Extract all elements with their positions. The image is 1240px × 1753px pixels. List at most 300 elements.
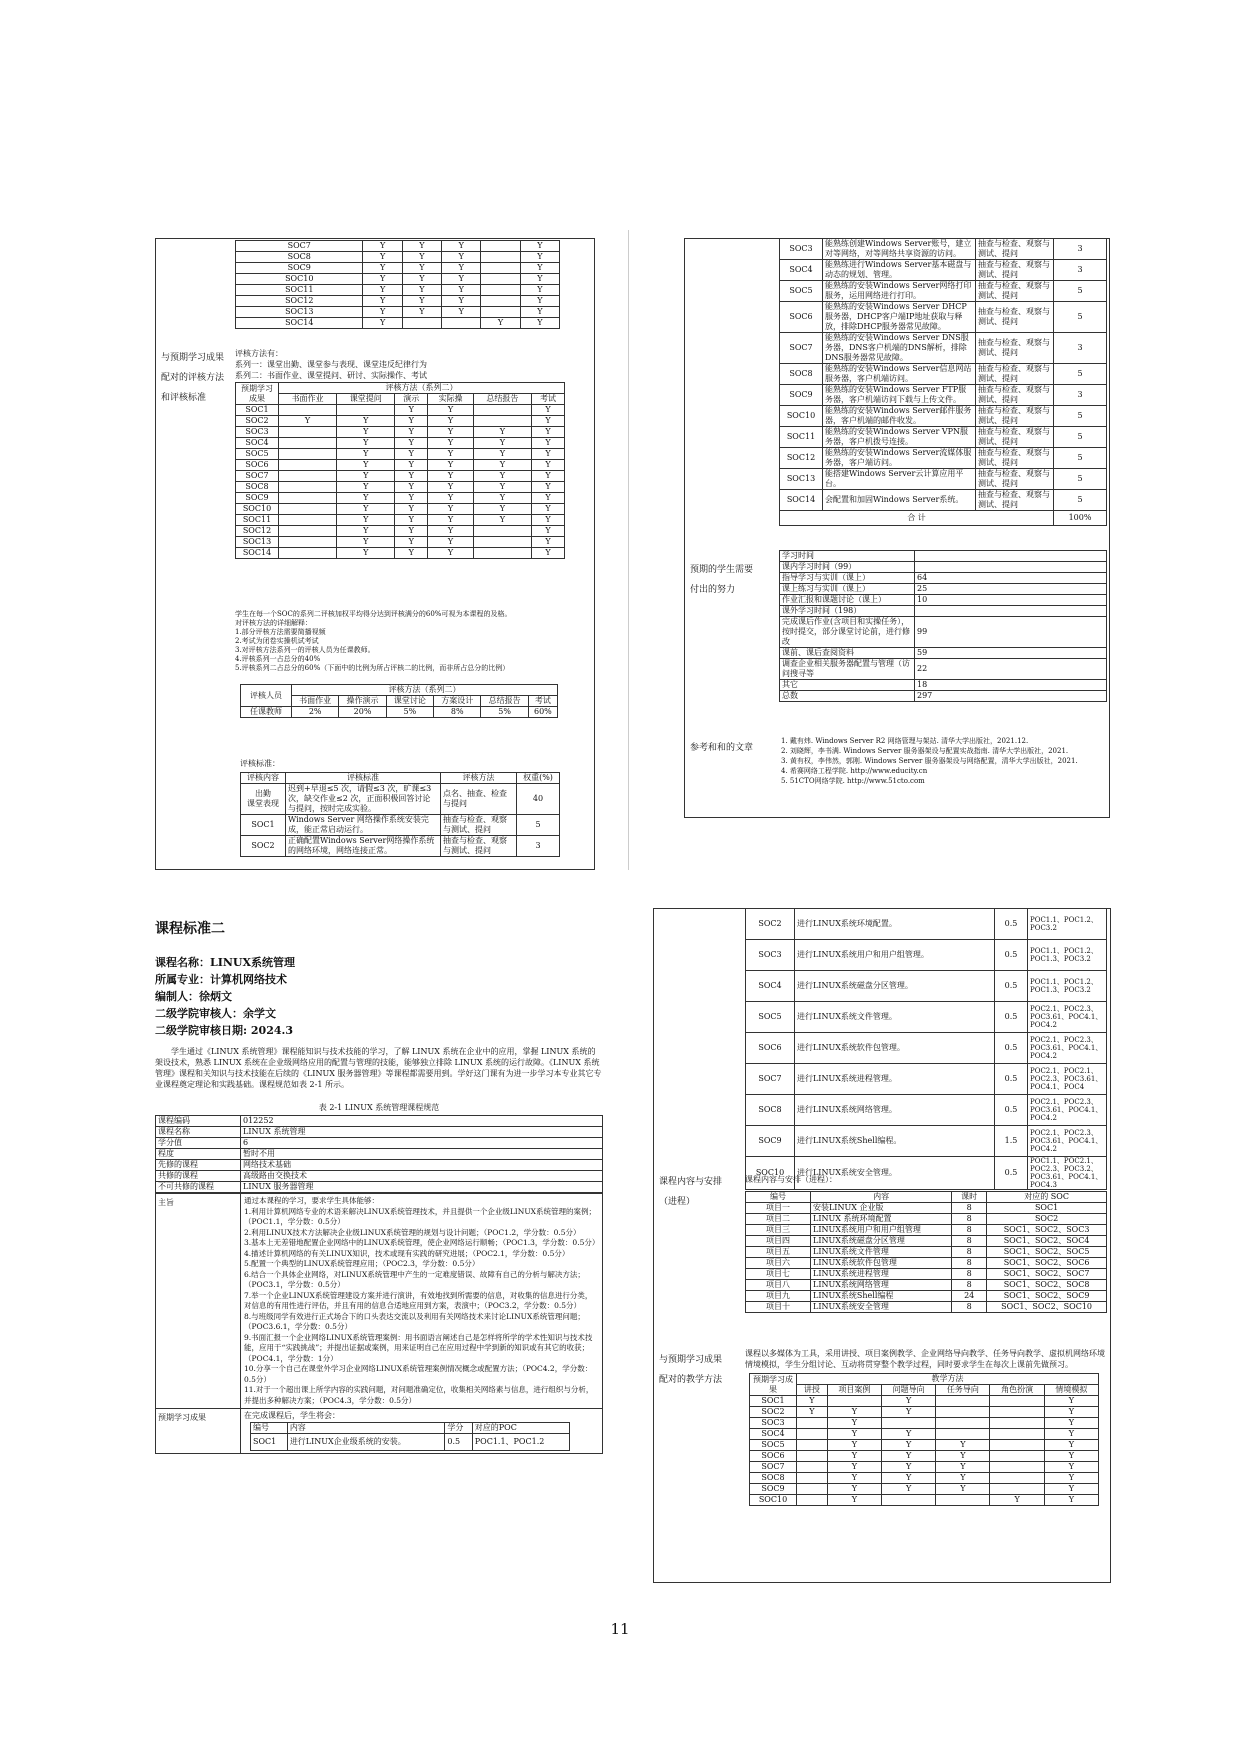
weight-cell: 8%	[434, 707, 481, 718]
table-row-cell	[936, 1396, 990, 1407]
table-row-cell	[402, 318, 441, 329]
table-row	[236, 471, 565, 482]
table-row-cell: Y	[882, 1484, 936, 1495]
table-row-cell: SOC5	[780, 281, 823, 302]
table-row	[236, 252, 560, 263]
t2-head-a: 预期学习成果	[236, 383, 279, 405]
table-row-cell: Y	[428, 482, 474, 493]
table-row	[780, 427, 1107, 448]
table-row-cell: Y	[395, 537, 428, 548]
table-row	[750, 1418, 1099, 1429]
table-row-cell: Y	[1044, 1418, 1098, 1429]
table-row	[746, 1269, 1107, 1280]
total-row	[780, 511, 1107, 526]
table-row-cell: 能熟练创建Windows Server账号，建立对等网络，对等网络共享资源的访问。	[823, 239, 976, 260]
table-row-cell: 项目六	[746, 1258, 811, 1269]
table-row-cell: Y	[395, 449, 428, 460]
table-row-cell: Y	[337, 449, 395, 460]
table-row-cell: 3	[1054, 385, 1107, 406]
page-q3	[155, 910, 605, 1585]
table-row-cell: SOC3	[750, 1418, 797, 1429]
table-row-cell: Y	[402, 296, 441, 307]
table-row-cell: 抽查与检查、观察与测试、提问	[976, 385, 1054, 406]
column-header: 讲授	[797, 1385, 828, 1396]
table-row-cell: SOC1、SOC2、SOC9	[987, 1291, 1107, 1302]
table-row	[750, 1396, 1099, 1407]
table-row-cell: SOC2	[750, 1407, 797, 1418]
table-row-cell: 3	[1054, 239, 1107, 260]
table-row-cell: SOC11	[236, 285, 363, 296]
table-row-cell: 8	[952, 1269, 987, 1280]
weight-cell: 5%	[386, 707, 433, 718]
table-row-cell: Y	[428, 515, 474, 526]
page-q4	[653, 908, 1111, 1583]
table-row-cell: SOC13	[236, 537, 279, 548]
table-row-cell: 99	[915, 617, 1107, 648]
table-row	[746, 1002, 1107, 1033]
table-row-cell: 课前、课后查阅资料	[780, 648, 915, 659]
table-row-cell	[279, 515, 337, 526]
table-row	[236, 427, 565, 438]
table-row-cell: Y	[1044, 1473, 1098, 1484]
table-row-cell: Y	[402, 285, 441, 296]
table-row-cell: Y	[1044, 1462, 1098, 1473]
table-row-cell: 暂时不用	[241, 1149, 603, 1160]
teach-intro: 课程以多媒体为工具，采用讲授、项目案例教学、企业网络导向教学、任务导向教学、虚拟机网络环境情境模拟，学生分组讨论、互动将贯穿整个教学过程，同时要求学生在每次上课前先做预习。	[745, 1349, 1105, 1369]
table-row-cell: 抽查与检查、观察与测试、提问	[976, 333, 1054, 364]
table-row-cell: POC1.1、POC1.2、POC1.3、POC3.2	[1028, 940, 1107, 971]
table-row-cell: Windows Server 网络操作系统安装完成，能正常启动运行。	[286, 815, 441, 836]
column-header: 评核方法	[441, 773, 517, 784]
table-row-cell: Y	[428, 471, 474, 482]
table-row-cell: 课程名称	[156, 1127, 241, 1138]
table-row-cell	[279, 504, 337, 515]
table-row-cell: SOC8	[750, 1473, 797, 1484]
table-row-cell: SOC11	[780, 427, 823, 448]
column-header: 对应的POC	[472, 1423, 569, 1434]
table-row-cell	[481, 285, 520, 296]
table-row-cell: 5	[1054, 490, 1107, 511]
table-row-cell	[279, 537, 337, 548]
table-row-cell: LINUX系统软件包管理	[811, 1258, 952, 1269]
table-row	[236, 449, 565, 460]
aim-line: 11.对于一个超出课上所学内容的实践问题，对问题准确定位，收集相关网络素与信息，进行组织与分析，并提出多种解决方案；（POC4.3，学分数：0.5分）	[244, 1385, 594, 1405]
table-row-cell: Y	[442, 241, 481, 252]
table-row-cell: SOC4	[236, 438, 279, 449]
table-row	[780, 448, 1107, 469]
table-row-cell: 抽查与检查、观察与测试、提问	[976, 448, 1054, 469]
table-row-cell: LINUX系统进程管理	[811, 1269, 952, 1280]
table-row-cell: Y	[936, 1484, 990, 1495]
reference-item: 1. 戴有炜. Windows Server R2 网络管理与架站. 清华大学出版社，2021.12.	[781, 737, 1029, 745]
table-row	[750, 1451, 1099, 1462]
table-row-cell: Y	[442, 307, 481, 318]
table-row-cell: Y	[531, 427, 564, 438]
table-row-cell	[279, 427, 337, 438]
table-row-cell: 项目四	[746, 1236, 811, 1247]
table-row-cell: 8	[952, 1225, 987, 1236]
table-row-cell	[279, 438, 337, 449]
table-row-cell: 22	[915, 659, 1107, 680]
table-row-cell: Y	[882, 1473, 936, 1484]
q4-soc-table	[745, 908, 1107, 1190]
table-row-cell: Y	[402, 307, 441, 318]
t2-head-b: 评核方法（系列二）	[279, 383, 565, 394]
table-row-cell: SOC9	[780, 385, 823, 406]
table-row-cell	[990, 1484, 1044, 1495]
table-row-cell: SOC12	[236, 526, 279, 537]
table-row-cell: 能熟练进行Windows Server基本磁盘与动态的规划、管理。	[823, 260, 976, 281]
table-row-cell: 高级路由交换技术	[241, 1171, 603, 1182]
table-row-cell: POC2.1、POC2.3、POC3.61、POC4.1、POC4.2	[1028, 1095, 1107, 1126]
table-row-cell: SOC9	[236, 493, 279, 504]
table-row-cell	[797, 1473, 828, 1484]
table-row-cell: SOC10	[236, 504, 279, 515]
table-row-cell: Y	[1044, 1484, 1098, 1495]
note-line: 1.部分评核方法需要简播视频	[235, 628, 326, 636]
meta-line: 所属专业：计算机网络技术	[155, 973, 287, 986]
column-header: 课时	[952, 1192, 987, 1203]
table-row	[780, 551, 1107, 562]
table-row-cell: 抽查与检查、观察与测试、提问	[976, 427, 1054, 448]
aim-line: 7.举一个企业LINUX系统管理建设方案并进行演讲，有效地找到所需要的信息，对收集的信息进行分类，对信息的有用性进行评估，并且有用的信息合适地应用到方案，表演中；（POC3.2，学分数：0.5分）	[244, 1290, 593, 1310]
table-row-cell: SOC8	[236, 252, 363, 263]
column-header: 内容	[287, 1423, 445, 1434]
table-row	[780, 406, 1107, 427]
table-row-cell: 59	[915, 648, 1107, 659]
table-row-cell: SOC7	[780, 333, 823, 364]
table-row	[750, 1440, 1099, 1451]
column-header: 书面作业	[292, 696, 339, 707]
table-row-cell: Y	[395, 493, 428, 504]
table-row-cell: 5	[1054, 364, 1107, 385]
column-header: 总结报告	[481, 696, 528, 707]
column-header: 项目案例	[827, 1385, 881, 1396]
table-row-cell: 5	[1054, 281, 1107, 302]
table-row-cell: Y	[827, 1407, 881, 1418]
column-header: 评核内容	[241, 773, 286, 784]
reference-item: 4. 希赛网络工程学院. http://www.educity.cn	[781, 767, 928, 775]
table-row-cell: 0.5	[995, 940, 1028, 971]
table-row-cell	[936, 1407, 990, 1418]
table-row-cell	[990, 1462, 1044, 1473]
table-row-cell: 课程编码	[156, 1116, 241, 1127]
table-row-cell: 抽查与检查、观察与测试、提问	[976, 364, 1054, 385]
column-header: 实际操	[428, 394, 474, 405]
table-row-cell: POC1.1、POC2.1、POC2.3、POC3.2、POC3.61、POC4.1、POC4.3	[1028, 1157, 1107, 1190]
table-row-cell: Y	[882, 1407, 936, 1418]
table-row	[746, 1214, 1107, 1225]
table-row-cell	[279, 405, 337, 416]
table-row-cell: Y	[531, 526, 564, 537]
table-row-cell: 能熟练的安装Windows Server DNS服务器，DNS客户机端的DNS解析，排除DNS服务器常见故障。	[823, 333, 976, 364]
table-row-cell: 64	[915, 573, 1107, 584]
table-row-cell: 6	[241, 1138, 603, 1149]
column-header: 方案设计	[434, 696, 481, 707]
table-row-cell	[990, 1473, 1044, 1484]
table-row-cell: Y	[481, 318, 520, 329]
table-row-cell: 项目三	[746, 1225, 811, 1236]
table-row	[236, 274, 560, 285]
table-row-cell: 297	[915, 691, 1107, 702]
table-row-cell: 抽查与检查、观察与测试、提问	[976, 469, 1054, 490]
table-row-cell: Y	[827, 1429, 881, 1440]
table-row-cell: 安装LINUX 企业版	[811, 1203, 952, 1214]
table-row	[156, 1127, 603, 1138]
table-row-cell: Y	[402, 263, 441, 274]
q1-standard-table	[240, 772, 560, 857]
table-row-cell: Y	[520, 285, 559, 296]
table-row-cell: 1.5	[995, 1126, 1028, 1157]
table-row-cell: Y	[363, 274, 402, 285]
aim-line: 通过本课程的学习，要求学生具体能够：	[244, 1196, 379, 1205]
total-value: 100%	[1054, 511, 1107, 526]
table-row-cell: 学分值	[156, 1138, 241, 1149]
table-row-cell: 不可共修的课程	[156, 1182, 241, 1193]
table-row-cell: Y	[428, 460, 474, 471]
table-row-cell: 进行LINUX系统磁盘分区管理。	[795, 971, 995, 1002]
table-row	[780, 680, 1107, 691]
column-header: 情境模拟	[1044, 1385, 1098, 1396]
ref-label: 参考和和的文章	[690, 743, 754, 753]
table-row-cell	[915, 551, 1107, 562]
table-row-cell: Y	[363, 241, 402, 252]
table-row-cell: 能熟练的安装Windows Server VPN服务器，客户机拨号连接。	[823, 427, 976, 448]
column-header: 课堂讨论	[386, 696, 433, 707]
table-row-cell: SOC12	[236, 296, 363, 307]
table-row-cell: 总数	[780, 691, 915, 702]
table-row-cell: Y	[337, 482, 395, 493]
table-row	[746, 1203, 1107, 1214]
table-row-cell: Y	[936, 1451, 990, 1462]
table-row-cell: SOC2	[236, 416, 279, 427]
table-row-cell: 调查企业相关服务器配置与管理（访问搜寻等	[780, 659, 915, 680]
table-row-cell: Y	[442, 263, 481, 274]
table-row-cell: SOC8	[780, 364, 823, 385]
table-row-cell	[473, 405, 531, 416]
table-row	[156, 1149, 603, 1160]
table-row	[746, 1280, 1107, 1291]
table-row-cell: 进行LINUX系统用户和用户组管理。	[795, 940, 995, 971]
table-row-cell: 出勤 课堂表现	[241, 784, 286, 815]
table-row-cell: 抽查与检查、观察与测试、提问	[441, 836, 517, 857]
table-row-cell	[279, 460, 337, 471]
table-row-cell: 能熟练的安装Windows Server FTP服务器，客户机端访问下载与上传文件。	[823, 385, 976, 406]
table-row-cell: POC2.1、POC2.3、POC3.61、POC4.1、POC4.2	[1028, 1002, 1107, 1033]
column-header: 总结报告	[473, 394, 531, 405]
table-row	[780, 691, 1107, 702]
table-row	[780, 584, 1107, 595]
table-row-cell: Y	[428, 537, 474, 548]
table-row-cell: Y	[936, 1473, 990, 1484]
table-row-cell: 进行LINUX系统进程管理。	[795, 1064, 995, 1095]
table-row-cell: Y	[337, 537, 395, 548]
table-row-cell: 项目七	[746, 1269, 811, 1280]
table-row-cell: Y	[428, 493, 474, 504]
page-number: 11	[610, 1620, 630, 1638]
table-row-cell: Y	[428, 405, 474, 416]
weight-cell: 20%	[339, 707, 386, 718]
table-row-cell: SOC1	[241, 815, 286, 836]
table-row-cell: 0.5	[995, 1157, 1028, 1190]
table-row-cell: LINUX 系统环境配置	[811, 1214, 952, 1225]
std-label: 评核标准：	[240, 759, 280, 768]
table-row-cell	[481, 241, 520, 252]
meta-line: 编制人：徐炳文	[155, 990, 232, 1003]
table-row	[780, 490, 1107, 511]
table-row-cell: SOC1、SOC2、SOC8	[987, 1280, 1107, 1291]
table-row-cell: SOC9	[750, 1484, 797, 1495]
table-row-cell: LINUX系统网络管理	[811, 1280, 952, 1291]
out-intro: 在完成课程后，学生将会：	[244, 1411, 340, 1420]
table-row	[780, 648, 1107, 659]
table-row-cell: SOC13	[236, 307, 363, 318]
table-row-cell: Y	[473, 449, 531, 460]
table-row-cell	[936, 1495, 990, 1506]
table-row-cell	[279, 471, 337, 482]
table-row-cell: 共修的课程	[156, 1171, 241, 1182]
note-line: 对评核方法的详细解释：	[235, 619, 312, 627]
table-row-cell: SOC2	[987, 1214, 1107, 1225]
table-row-cell: SOC1、SOC2、SOC7	[987, 1269, 1107, 1280]
table-row-cell: Y	[337, 548, 395, 559]
table-row	[780, 469, 1107, 490]
table-row-cell: Y	[531, 405, 564, 416]
table-row-cell: Y	[363, 285, 402, 296]
table-row-cell: Y	[442, 285, 481, 296]
column-header: 对应的 SOC	[987, 1192, 1107, 1203]
table-row	[241, 815, 560, 836]
aim-line: 8.与班级同学有效进行正式场合下的口头表达交流以及利用有关网络技术来讨论LINUX系统管理问题；（POC3.6.1，学分数：0.5分）	[244, 1311, 585, 1331]
table-row-cell: SOC1、SOC2、SOC5	[987, 1247, 1107, 1258]
table-row-cell: 能搭建Windows Server云计算应用平台。	[823, 469, 976, 490]
table-row-cell	[797, 1429, 828, 1440]
table-row-cell: Y	[531, 460, 564, 471]
page-q2	[684, 238, 1110, 818]
note-line: 学生在每一个SOC的系列二评核加权平均得分达到评核满分的60%可视为本课程的及格。	[235, 610, 512, 618]
table-row-cell	[990, 1407, 1044, 1418]
column-header: 权重(%)	[517, 773, 560, 784]
column-header: 任务导向	[936, 1385, 990, 1396]
content-table	[745, 1191, 1107, 1313]
teach-head-b: 教学方法	[797, 1374, 1099, 1385]
table-row-cell: Y	[337, 526, 395, 537]
table-row	[780, 239, 1107, 260]
table-row-cell: 进行LINUX系统文件管理。	[795, 1002, 995, 1033]
weight-cell: 60%	[528, 707, 557, 718]
table-row-cell: 5	[517, 815, 560, 836]
table-row-cell: Y	[882, 1462, 936, 1473]
table-row-cell: Y	[827, 1451, 881, 1462]
table-row-cell	[279, 548, 337, 559]
table-row-cell: Y	[395, 427, 428, 438]
table-row	[780, 573, 1107, 584]
table-row-cell: POC2.1、POC2.3、POC3.61、POC4.1、POC4.2	[1028, 1126, 1107, 1157]
table-row-cell: SOC4	[780, 260, 823, 281]
table-row-cell: 5	[1054, 406, 1107, 427]
table-row-cell: 会配置和加固Windows Server系统。	[823, 490, 976, 511]
table-row-cell	[797, 1440, 828, 1451]
table-row-cell: Y	[395, 416, 428, 427]
q1-top-table	[235, 240, 560, 329]
table-row-cell: Y	[363, 252, 402, 263]
table-row-cell: Y	[520, 318, 559, 329]
column-header: 问题导向	[882, 1385, 936, 1396]
table-row-cell: Y	[520, 296, 559, 307]
table-row-cell: LINUX 系统管理	[241, 1127, 603, 1138]
table-row-cell: 进行LINUX系统安全管理。	[795, 1157, 995, 1190]
table-row-cell	[481, 252, 520, 263]
table-row-cell: 8	[952, 1236, 987, 1247]
series-one: 系列一：课堂出勤、课堂参与表现、课堂违反纪律行为	[235, 360, 427, 369]
table-row-cell: SOC6	[750, 1451, 797, 1462]
table-row-cell: 项目十	[746, 1302, 811, 1313]
table-row	[750, 1407, 1099, 1418]
table-row-cell: Y	[473, 471, 531, 482]
table-row-cell: Y	[363, 307, 402, 318]
table-row	[780, 302, 1107, 333]
table-row-cell: Y	[1044, 1440, 1098, 1451]
reference-item: 5. 51CTO网络学院. http://www.51cto.com	[781, 777, 925, 785]
table-row-cell: SOC2	[241, 836, 286, 857]
table-row-cell: 25	[915, 584, 1107, 595]
content-intro: 课程内容与安排（进程）：	[745, 1175, 837, 1184]
table-row-cell	[473, 537, 531, 548]
table-row-cell: Y	[279, 416, 337, 427]
table-row-cell: LINUX系统磁盘分区管理	[811, 1236, 952, 1247]
table-row-cell: 项目一	[746, 1203, 811, 1214]
table-row-cell: Y	[428, 427, 474, 438]
table-row-cell: Y	[337, 504, 395, 515]
table-row-cell	[481, 263, 520, 274]
table-row-cell: Y	[428, 504, 474, 515]
table-row-cell: Y	[882, 1429, 936, 1440]
table-row-cell: Y	[936, 1462, 990, 1473]
table-row-cell	[797, 1462, 828, 1473]
table-row	[241, 784, 560, 815]
table-row-cell: Y	[402, 274, 441, 285]
table-row-cell: 抽查与检查、观察与测试、提问	[976, 302, 1054, 333]
table-row	[780, 260, 1107, 281]
table-row-cell: 项目二	[746, 1214, 811, 1225]
table-row-cell: SOC6	[236, 460, 279, 471]
table-row-cell: Y	[337, 438, 395, 449]
q1-side-label: 与预期学习成果 配对的评核方法 和评核标准	[161, 353, 225, 403]
table-row-cell	[797, 1418, 828, 1429]
table-row-cell: SOC5	[746, 1002, 795, 1033]
table-row	[236, 482, 565, 493]
aim-line: 2.利用LINUX技术方法解决企业级LINUX系统管理的规划与设计问题；（POC1.2，学分数：0.5分）	[244, 1227, 581, 1237]
table-row-cell: SOC10	[746, 1157, 795, 1190]
table-row-cell: 5	[1054, 302, 1107, 333]
table-row-cell	[797, 1451, 828, 1462]
aim-table	[155, 1193, 603, 1454]
table-row-cell: Y	[428, 449, 474, 460]
total-label: 合 计	[780, 511, 1054, 526]
table-row-cell: Y	[428, 416, 474, 427]
table-row	[746, 971, 1107, 1002]
table-row-cell: 3	[1054, 333, 1107, 364]
table-row-cell: 能熟练的安装Windows Server DHCP服务器，DHCP客户端IP地址获取与释放，排除DHCP服务器常见故障。	[823, 302, 976, 333]
table-row-cell	[279, 493, 337, 504]
table-row-cell	[473, 416, 531, 427]
table-row	[236, 460, 565, 471]
table-row	[236, 438, 565, 449]
table-row-cell: 其它	[780, 680, 915, 691]
table-row-cell	[279, 449, 337, 460]
table-row-cell: Y	[428, 438, 474, 449]
table-row-cell: Y	[531, 493, 564, 504]
